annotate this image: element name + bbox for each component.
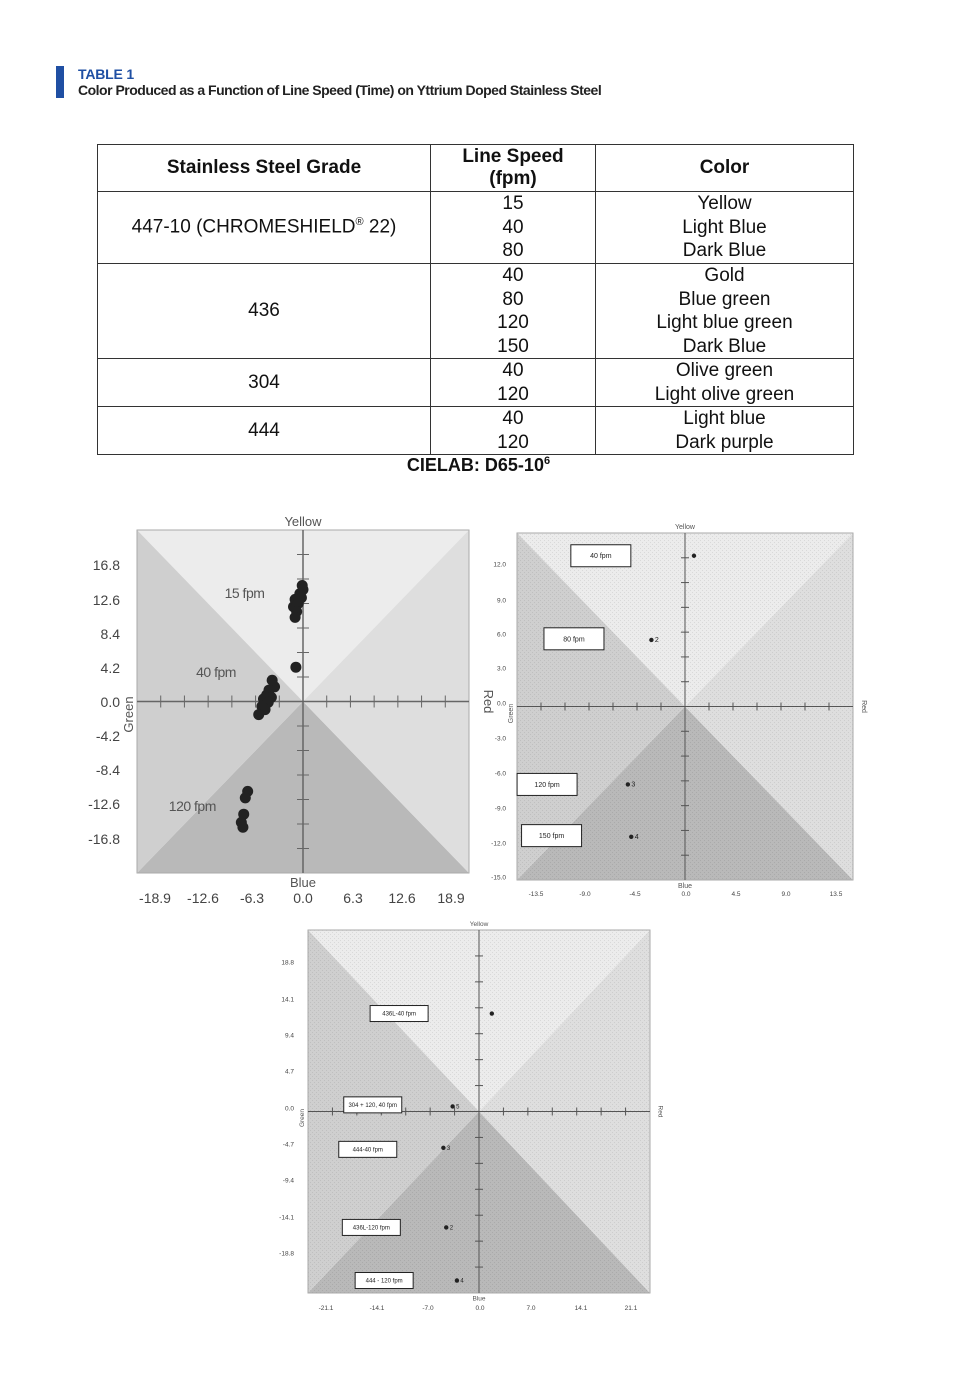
x-tick-label: 6.3 <box>343 890 363 906</box>
speed-value: 40 <box>502 408 524 429</box>
data-point <box>692 554 696 558</box>
y-tick-label: 4.7 <box>284 1068 294 1076</box>
point-annotation: 40 fpm <box>196 664 236 680</box>
x-tick-label: 14.1 <box>574 1305 588 1312</box>
grade-text: 304 <box>248 371 280 393</box>
color-value: Olive green <box>675 360 774 381</box>
speed-value: 120 <box>497 431 529 453</box>
data-point <box>290 612 301 623</box>
col-header-color: Color <box>596 145 854 192</box>
cielab-text: CIELAB: D65-10 <box>406 455 544 475</box>
y-tick-label: 4.2 <box>100 659 120 676</box>
axis-label-left: Green <box>508 703 515 724</box>
data-point <box>253 709 264 720</box>
point-annotation: 15 fpm <box>224 584 265 601</box>
x-tick-label: -4.5 <box>629 891 641 898</box>
y-tick-label: 8.4 <box>100 625 120 642</box>
y-tick-label: 14.1 <box>281 996 294 1004</box>
speed-value: 80 <box>502 240 524 262</box>
y-tick-label: -9.0 <box>494 805 506 813</box>
x-tick-label: -14.1 <box>369 1305 385 1312</box>
axis-label-bottom: Blue <box>677 883 693 890</box>
axis-label-top: Yellow <box>469 921 489 928</box>
data-point-label: 4 <box>460 1278 464 1285</box>
axis-label-right: Red <box>860 700 867 713</box>
speed-value: 40 <box>502 216 524 238</box>
speed-value: 120 <box>497 312 529 333</box>
grade-text-tail: 22) <box>363 216 397 238</box>
label-box-text: 436L-40 fpm <box>382 1011 416 1018</box>
y-tick-label: 0.0 <box>496 700 506 708</box>
speed-value: 40 <box>502 360 524 381</box>
y-tick-label: -18.8 <box>279 1250 294 1258</box>
y-tick-label: -16.8 <box>88 830 120 847</box>
color-value: Dark purple <box>675 431 774 453</box>
y-tick-label: 9.0 <box>496 597 506 605</box>
cielab-superscript: 6 <box>543 455 551 467</box>
point-annotation: 120 fpm <box>168 797 216 814</box>
data-point <box>444 1225 448 1229</box>
data-point <box>441 1146 445 1150</box>
data-point <box>649 638 653 642</box>
color-value: Gold <box>704 265 745 286</box>
y-tick-label: -6.0 <box>494 770 506 778</box>
table-label: TABLE 1 <box>78 66 134 82</box>
x-tick-label: 21.1 <box>624 1305 638 1312</box>
y-tick-label: 6.0 <box>496 631 506 639</box>
data-point-label: 3 <box>631 781 636 789</box>
x-tick-label: 7.0 <box>526 1305 536 1312</box>
color-value: Light Blue <box>682 216 767 238</box>
label-box-text: 150 fpm <box>538 833 565 841</box>
label-box-text: 444 - 120 fpm <box>365 1278 403 1285</box>
data-point-label: 3 <box>446 1145 451 1152</box>
x-tick-label: -9.0 <box>579 891 591 898</box>
x-tick-label: -7.0 <box>422 1305 434 1312</box>
x-tick-label: 13.5 <box>829 891 843 898</box>
x-tick-label: -21.1 <box>318 1305 334 1312</box>
color-value: Blue green <box>678 288 771 310</box>
axis-label-left: Green <box>121 696 136 733</box>
x-tick-label: -18.9 <box>139 890 171 906</box>
col-header-grade: Stainless Steel Grade <box>98 145 431 192</box>
color-value: Light olive green <box>654 383 795 405</box>
col-header-speed-line1: Line Speed <box>462 146 564 167</box>
x-tick-label: -12.6 <box>187 890 219 906</box>
data-point <box>629 835 633 839</box>
grade-text: 444 <box>248 419 280 441</box>
y-tick-label: -4.7 <box>282 1141 294 1149</box>
data-point-label: 2 <box>654 636 659 644</box>
chart-3-lab-combined <box>279 921 663 1312</box>
y-tick-label: 0.0 <box>284 1105 294 1113</box>
data-point-label: 4 <box>634 833 639 841</box>
chart-1-lab-447 <box>88 514 496 906</box>
y-tick-label: -14.1 <box>279 1214 294 1222</box>
data-point-label: 5 <box>456 1104 460 1111</box>
y-tick-label: -8.4 <box>95 761 120 778</box>
chart-2-lab-436 <box>491 524 867 898</box>
label-box-text: 80 fpm <box>563 636 585 644</box>
y-tick-label: 3.0 <box>496 665 506 673</box>
data-point <box>626 782 630 786</box>
color-value: Light blue green <box>656 312 793 333</box>
table-caption: Color Produced as a Function of Line Speed (Time) on Yttrium Doped Stainless Steel <box>78 82 602 98</box>
speed-value: 150 <box>497 335 529 357</box>
x-tick-label: 0.0 <box>293 890 313 906</box>
y-tick-label: 9.4 <box>284 1032 294 1040</box>
label-box-text: 436L-120 fpm <box>352 1225 390 1232</box>
data-point <box>237 822 248 833</box>
y-tick-label: -12.6 <box>88 795 120 812</box>
y-tick-label: -15.0 <box>491 874 506 882</box>
x-tick-label: 4.5 <box>731 891 741 898</box>
y-tick-label: 0.0 <box>100 693 120 710</box>
color-value: Dark Blue <box>682 240 767 262</box>
axis-label-top: Yellow <box>675 524 695 531</box>
color-value: Dark Blue <box>682 335 767 357</box>
data-point <box>240 792 251 803</box>
label-box-text: 120 fpm <box>534 781 560 789</box>
col-header-speed-line2: (fpm) <box>489 168 537 189</box>
speed-value: 15 <box>502 193 524 215</box>
axis-label-bottom: Blue <box>472 1295 486 1303</box>
y-tick-label: 12.6 <box>92 591 120 608</box>
x-tick-label: -6.3 <box>239 890 265 906</box>
x-tick-label: 0.0 <box>475 1305 485 1312</box>
grade-text: 447-10 (CHROMESHIELD <box>131 216 356 238</box>
x-tick-label: 18.9 <box>437 890 465 906</box>
y-tick-label: 18.8 <box>281 959 294 967</box>
data-point <box>290 662 301 673</box>
x-tick-label: 9.0 <box>781 891 791 898</box>
speed-value: 80 <box>502 288 524 310</box>
axis-label-left: Green <box>299 1108 306 1128</box>
speed-value: 120 <box>497 383 529 405</box>
grade-superscript: ® <box>355 216 364 229</box>
y-tick-label: -12.0 <box>491 840 506 848</box>
axis-label-top: Yellow <box>284 514 322 529</box>
label-box-text: 304 + 120, 40 fpm <box>348 1102 398 1109</box>
y-tick-label: -3.0 <box>494 735 506 743</box>
axis-label-right: Red <box>481 689 496 714</box>
y-tick-label: -4.2 <box>95 727 120 744</box>
color-value: Light blue <box>683 408 766 429</box>
color-value: Yellow <box>697 193 752 215</box>
axis-label-bottom: Blue <box>289 875 317 890</box>
label-box-text: 40 fpm <box>590 553 612 561</box>
data-point <box>490 1011 494 1015</box>
x-tick-label: 12.6 <box>388 890 416 906</box>
y-tick-label: 12.0 <box>493 561 506 569</box>
data-point <box>455 1278 459 1282</box>
axis-label-right: Red <box>656 1105 664 1118</box>
data-point-label: 2 <box>449 1225 454 1232</box>
grade-text: 436 <box>248 300 280 321</box>
data-point <box>450 1104 454 1108</box>
y-tick-label: 16.8 <box>92 556 120 573</box>
speed-value: 40 <box>502 265 524 286</box>
y-tick-label: -9.4 <box>282 1177 294 1185</box>
x-tick-label: -13.5 <box>528 891 544 898</box>
label-box-text: 444-40 fpm <box>352 1147 383 1154</box>
x-tick-label: 0.0 <box>681 891 691 898</box>
